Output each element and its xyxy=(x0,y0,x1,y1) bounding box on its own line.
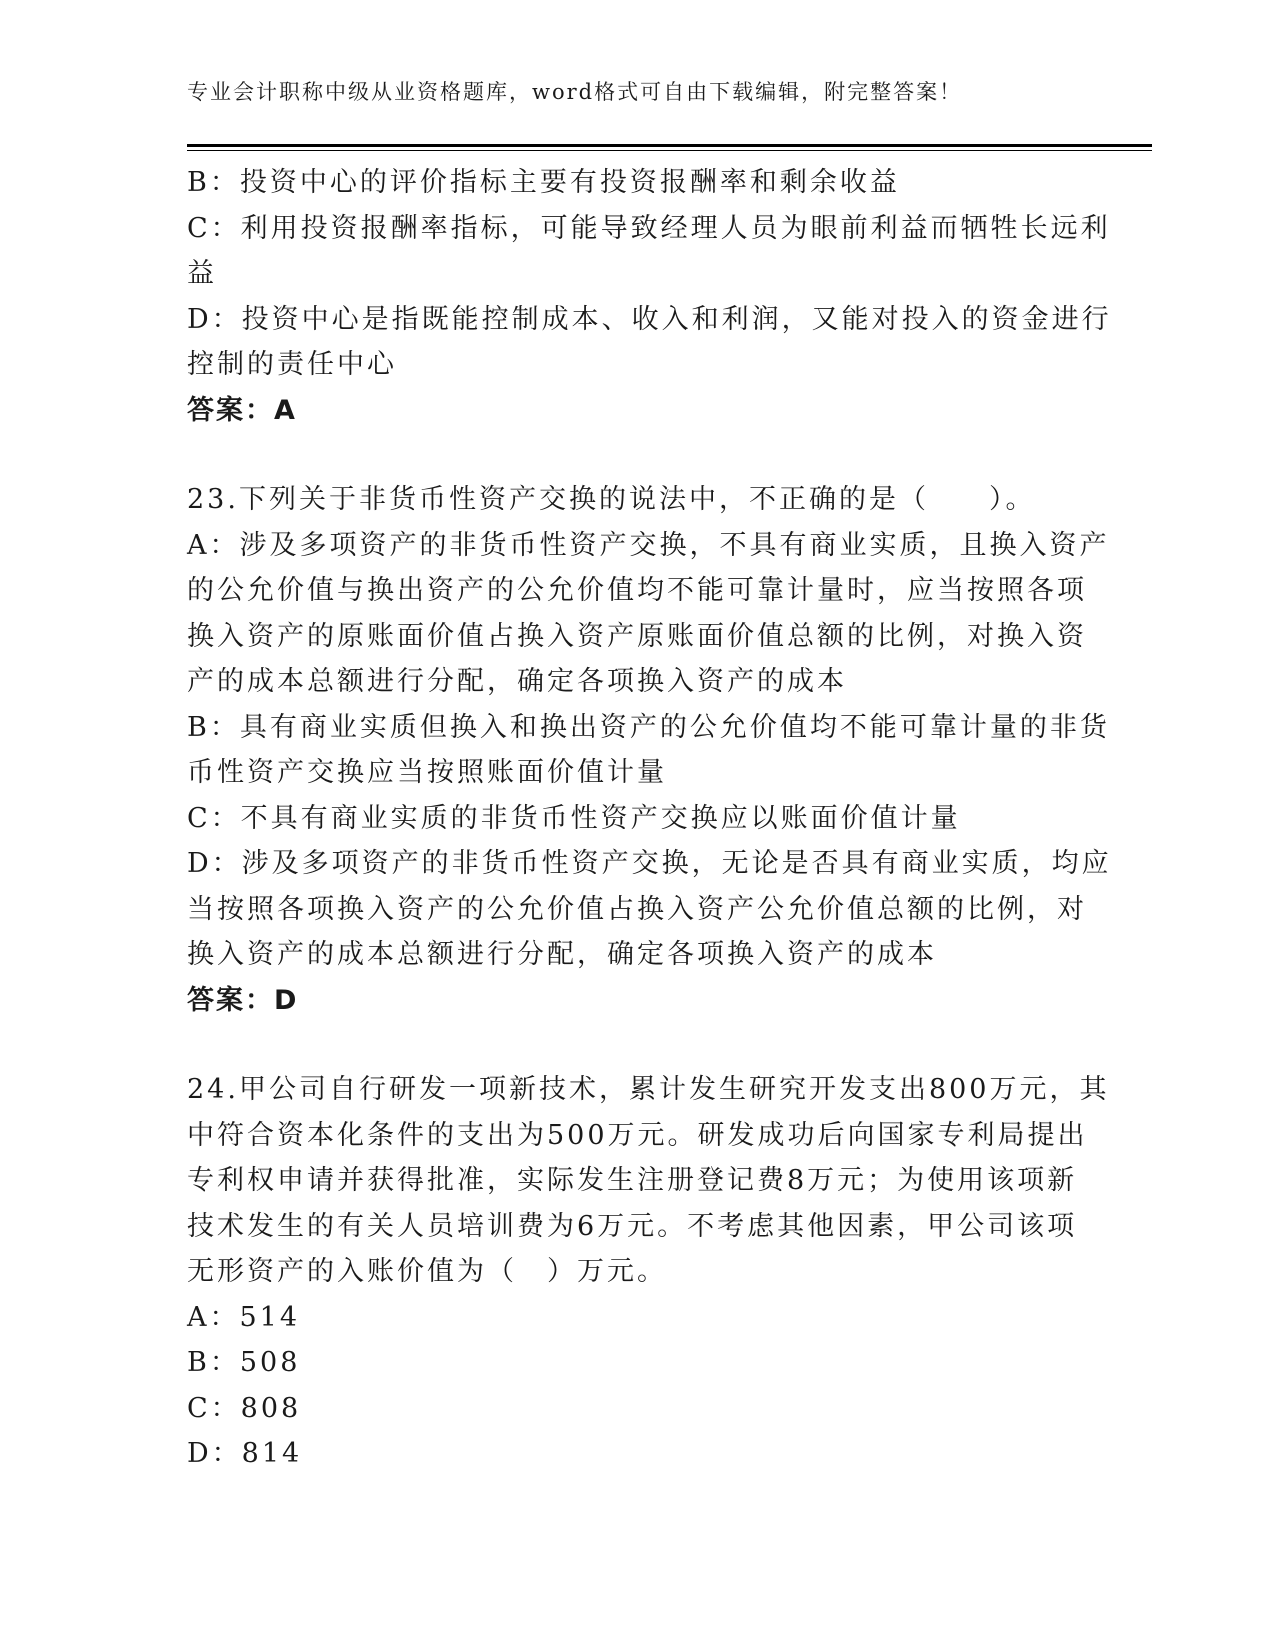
question-23 xyxy=(187,477,1112,1023)
q24-option-d: D：814 xyxy=(187,1438,303,1469)
q23-option-a-line1: A：涉及多项资产的非货币性资产交换，不具有商业实质，且换入资产 xyxy=(187,529,1110,561)
q23-option-b-line1: B：具有商业实质但换入和换出资产的公允价值均不能可靠计量的非货 xyxy=(187,711,1110,743)
q24-stem-line3: 专利权申请并获得批准，实际发生注册登记费8万元；为使用该项新 xyxy=(187,1165,1078,1196)
q24-stem-line2: 中符合资本化条件的支出为500万元。研发成功后向国家专利局提出 xyxy=(187,1119,1088,1151)
q24-option-b: B：508 xyxy=(187,1347,301,1378)
q24-stem-line1: 24.甲公司自行研发一项新技术，累计发生研究开发支出800万元，其 xyxy=(187,1074,1110,1105)
header-rule-thick xyxy=(187,144,1152,147)
q23-option-d-line1: D：涉及多项资产的非货币性资产交换，无论是否具有商业实质，均应 xyxy=(187,848,1112,879)
question-24 xyxy=(187,1067,1110,1477)
q24-stem-line5: 无形资产的入账价值为（ ）万元。 xyxy=(187,1256,667,1287)
question-22-tail xyxy=(187,160,1112,433)
header-rule-thin xyxy=(187,150,1152,151)
q22-option-d-line2: 控制的责任中心 xyxy=(187,349,397,380)
q23-option-a-line3: 换入资产的原账面价值占换入资产原账面价值总额的比例，对换入资 xyxy=(187,620,1087,652)
q23-option-d-line3: 换入资产的成本总额进行分配，确定各项换入资产的成本 xyxy=(187,939,937,970)
q24-option-c: C：808 xyxy=(187,1392,302,1424)
q22-option-c-line2: 益 xyxy=(187,258,217,289)
q23-stem: 23.下列关于非货币性资产交换的说法中，不正确的是（ ）。 xyxy=(187,484,1036,515)
q23-option-a-line2: 的公允价值与换出资产的公允价值均不能可靠计量时，应当按照各项 xyxy=(187,575,1087,606)
q22-option-c-line1: C：利用投资报酬率指标，可能导致经理人员为眼前利益而牺牲长远利 xyxy=(187,212,1111,244)
q22-option-d-line1: D：投资中心是指既能控制成本、收入和利润，又能对投入的资金进行 xyxy=(187,303,1112,335)
q23-option-d-line2: 当按照各项换入资产的公允价值占换入资产公允价值总额的比例，对 xyxy=(187,893,1087,925)
page-header: 专业会计职称中级从业资格题库，word格式可自由下载编辑，附完整答案！ xyxy=(187,80,963,104)
q23-option-b-line2: 币性资产交换应当按照账面价值计量 xyxy=(187,757,667,788)
q24-stem-line4: 技术发生的有关人员培训费为6万元。不考虑其他因素，甲公司该项 xyxy=(187,1210,1078,1242)
spacer xyxy=(187,1023,1077,1067)
q24-option-a: A：514 xyxy=(187,1301,301,1333)
q23-answer: 答案：D xyxy=(187,984,299,1016)
question-content xyxy=(187,160,1112,1477)
q23-option-a-line4: 产的成本总额进行分配，确定各项换入资产的成本 xyxy=(187,666,847,697)
q22-answer: 答案：A xyxy=(187,394,297,426)
q22-option-b: B：投资中心的评价指标主要有投资报酬率和剩余收益 xyxy=(187,167,900,198)
q23-option-c: C：不具有商业实质的非货币性资产交换应以账面价值计量 xyxy=(187,802,961,834)
spacer xyxy=(187,433,1077,477)
